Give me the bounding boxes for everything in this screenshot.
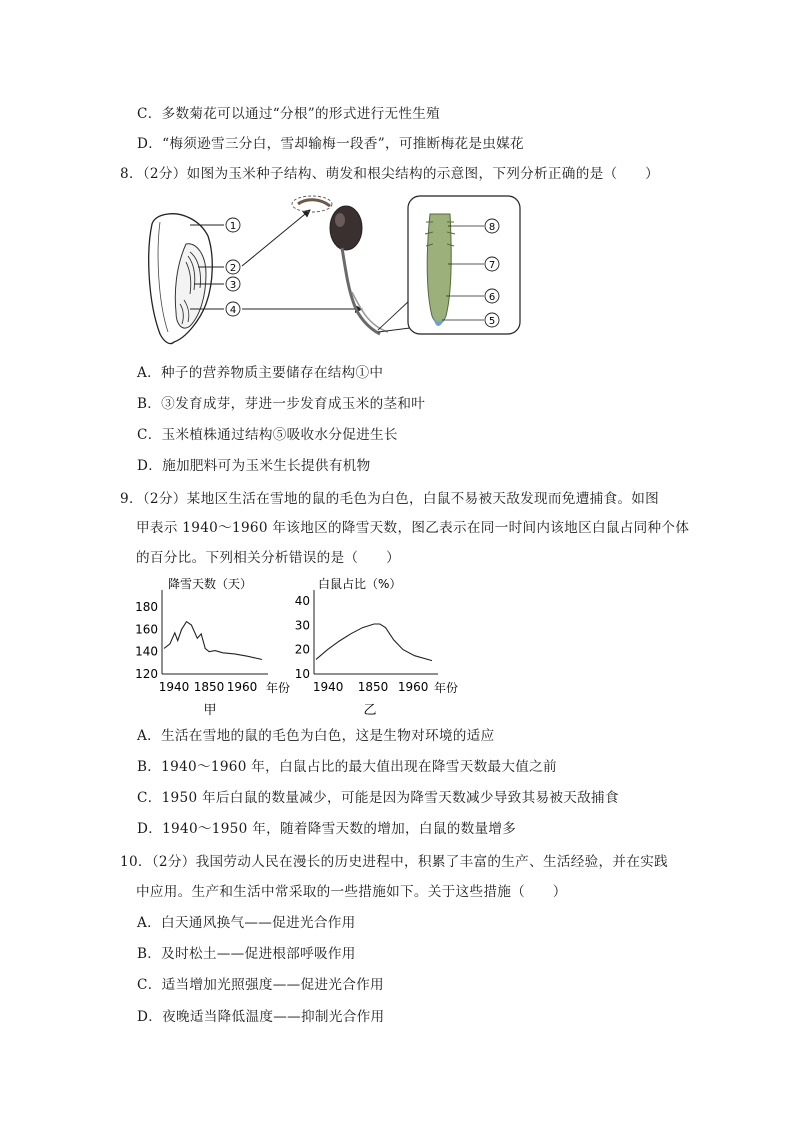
root-tip-box [408, 196, 520, 334]
q10-stem-line-2: 中应用。生产和生活中常采取的一些措施如下。关于这些措施（ ） [136, 884, 567, 900]
q10-option-d: D．夜晚适当降低温度——抑制光合作用 [137, 1009, 385, 1025]
q9-stem-line-2: 甲表示 1940～1960 年该地区的降雪天数，图乙表示在同一时间内该地区白鼠占同种个体 [136, 520, 690, 536]
q8-option-b: B．③发育成芽，芽进一步发育成玉米的茎和叶 [137, 396, 426, 412]
svg-text:8: 8 [488, 222, 496, 233]
svg-text:3: 3 [229, 280, 237, 291]
x-tick-label: 1850 [193, 680, 225, 694]
y-axis-label: 降雪天数（天） [168, 577, 253, 591]
primary-root [342, 248, 380, 334]
q9-option-d: D．1940～1950 年，随着降雪天数的增加，白鼠的数量增多 [137, 821, 517, 837]
seed-label-3 [226, 277, 240, 291]
x-tick-label: 1960 [226, 680, 258, 694]
q8-option-d: D．施加肥料可为玉米生长提供有机物 [137, 458, 371, 474]
seed-label-1 [226, 218, 240, 232]
q7-option-c: C．多数菊花可以通过“分根”的形式进行无性生殖 [137, 106, 441, 122]
svg-text:5: 5 [488, 316, 496, 327]
q9-stem-line-1: 9．（2分）某地区生活在雪地的鼠的毛色为白色，白鼠不易被天敌发现而免遭捕食。如图 [120, 491, 660, 507]
q10-option-a: A．白天通风换气——促进光合作用 [137, 915, 356, 931]
q8-figure [130, 192, 530, 352]
y-tick-label: 160 [135, 622, 158, 637]
x-axis-label: 年份 [266, 681, 290, 695]
q9-option-c: C．1950 年后白鼠的数量减少，可能是因为降雪天数减少导致其易被天敌捕食 [137, 790, 619, 806]
chart-jia-svg [130, 574, 290, 722]
q8-option-c: C．玉米植株通过结构⑤吸收水分促进生长 [137, 427, 398, 443]
arrow-to-bud [242, 210, 310, 266]
root-label-5 [485, 313, 499, 327]
y-axis-label: 白鼠占比（%） [318, 577, 402, 591]
series-line [316, 624, 432, 661]
q10-stem-line-1: 10．（2分）我国劳动人民在漫长的历史进程中，积累了丰富的生产、生活经验，并在实践 [120, 854, 669, 870]
q10-option-c: C．适当增加光照强度——促进光合作用 [137, 977, 384, 993]
q8-option-a: A．种子的营养物质主要储存在结构①中 [137, 365, 384, 381]
germinating-seed [330, 206, 362, 250]
series-line [164, 622, 262, 660]
chart-jia [130, 574, 290, 722]
q9-stem-line-3: 的百分比。下列相关分析错误的是（ ） [136, 550, 400, 566]
chart-title: 乙 [363, 703, 377, 718]
root-label-8 [485, 219, 499, 233]
y-tick-label: 30 [294, 618, 310, 633]
seed-label-2 [226, 260, 240, 274]
svg-text:1: 1 [229, 221, 237, 232]
corn-seed-diagram [130, 192, 530, 352]
svg-text:4: 4 [229, 305, 237, 316]
root-tip [427, 214, 451, 324]
q9-option-b: B．1940～1960 年，白鼠占比的最大值出现在降雪天数最大值之前 [137, 759, 557, 775]
x-tick-label: 1940 [312, 680, 344, 694]
q10-option-b: B．及时松土——促进根部呼吸作用 [137, 946, 356, 962]
svg-text:7: 7 [488, 260, 496, 271]
y-tick-label: 180 [135, 600, 158, 615]
svg-text:2: 2 [229, 263, 237, 274]
svg-text:6: 6 [488, 292, 496, 303]
y-tick-label: 40 [294, 593, 310, 608]
x-tick-label: 1960 [397, 680, 429, 694]
y-tick-label: 120 [135, 667, 158, 681]
q8-stem: 8．（2分）如图为玉米种子结构、萌发和根尖结构的示意图，下列分析正确的是（ ） [120, 166, 660, 182]
seed-label-4 [226, 302, 240, 316]
x-tick-label: 1850 [357, 680, 389, 694]
y-tick-label: 140 [135, 644, 158, 659]
y-tick-label: 10 [294, 667, 310, 681]
chart-yi [288, 574, 458, 722]
x-axis-label: 年份 [434, 681, 458, 695]
root-label-6 [485, 289, 499, 303]
q7-option-d: D．“梅须逊雪三分白，雪却输梅一段香”，可推断梅花是虫媒花 [137, 136, 524, 152]
chart-title: 甲 [203, 703, 217, 718]
chart-yi-svg [288, 574, 458, 722]
x-tick-label: 1940 [158, 680, 190, 694]
y-tick-label: 20 [294, 642, 310, 657]
q9-option-a: A．生活在雪地的鼠的毛色为白色，这是生物对环境的适应 [137, 728, 495, 744]
root-label-7 [485, 257, 499, 271]
